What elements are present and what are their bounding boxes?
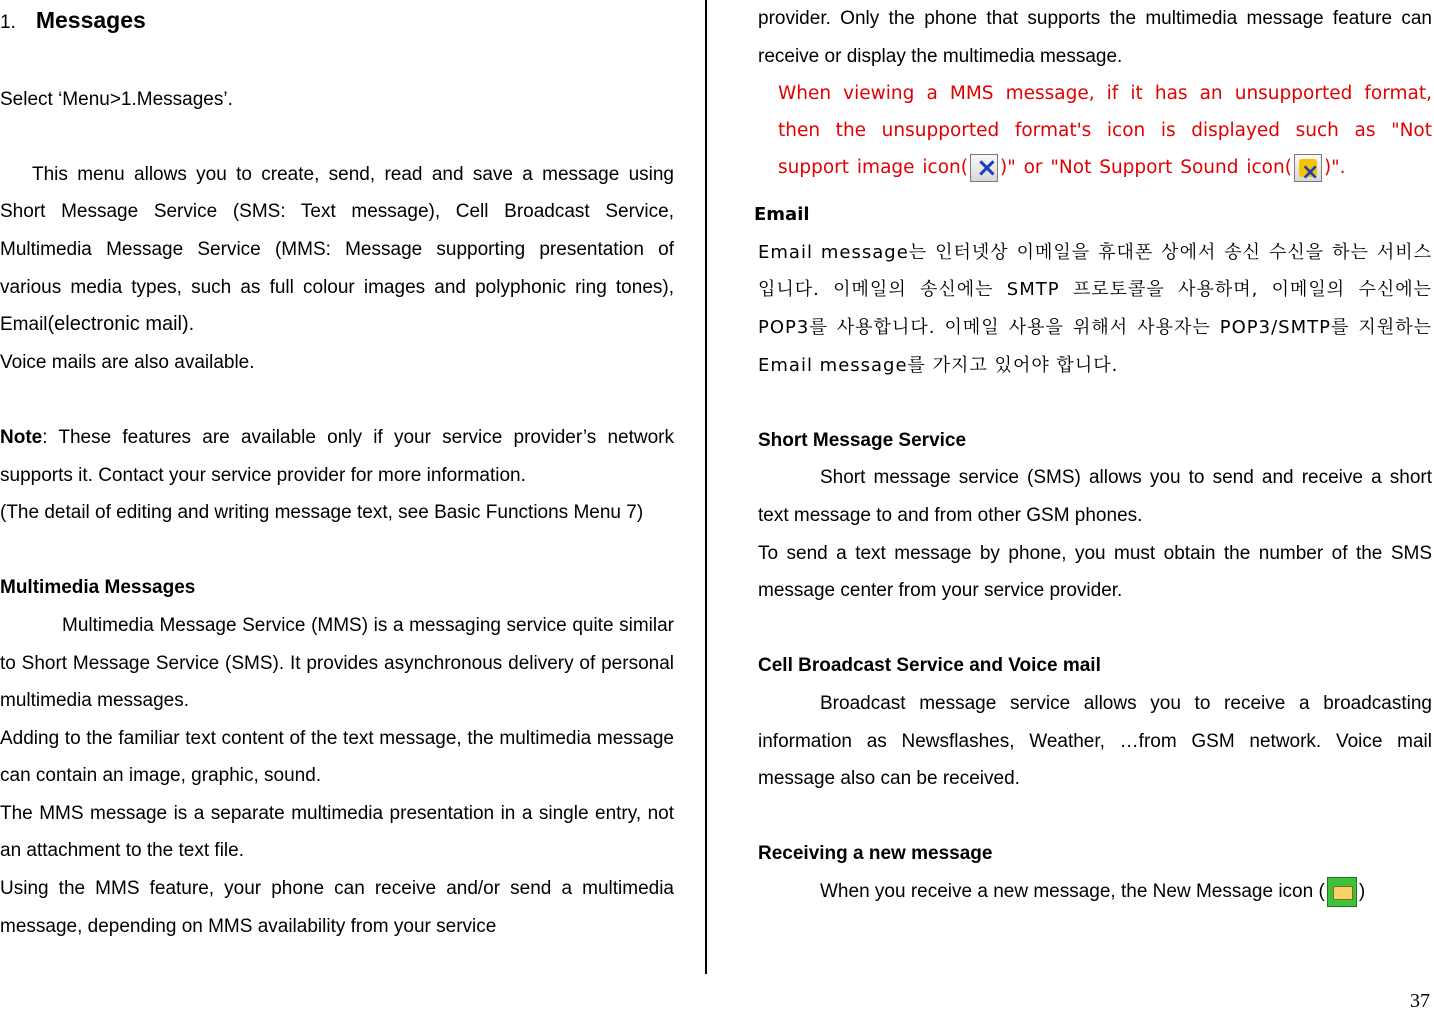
receiving-heading: Receiving a new message <box>758 843 993 865</box>
page-number: 37 <box>1410 990 1430 1012</box>
section-heading <box>0 0 674 43</box>
section-number: 1. <box>0 12 16 33</box>
cb-paragraph: Broadcast message service allows you to receive a broadcasting information as Newsflashes, Weather, …from GSM network. Voice mail message also can be received. <box>758 692 1432 790</box>
sms-paragraph-2: To send a text message by phone, you must obtain the number of the SMS message center from your service provider. <box>758 542 1432 602</box>
mms-heading: Multimedia Messages <box>0 577 196 599</box>
note-label: Note <box>0 426 43 448</box>
receiving-paragraph: When you receive a new message, the New Message icon ( ) <box>758 873 1432 911</box>
email-paragraph: Email message는 인터넷상 이메일을 휴대폰 상에서 송신 수신을 하는 서비스 입니다. 이메일의 송신에는 SMTP 프로토콜을 사용하며, 이메일의 수신에는 POP3를 사용합니다. 이메일 사용을 위해서 사용자는 POP3/SMTP를 지원하는 Email message를 가지고 있어야 합니다. <box>758 241 1432 376</box>
continued-paragraph: provider. Only the phone that supports the multimedia message feature can receive or display the multimedia message. <box>758 8 1432 67</box>
mms-paragraph-2: Adding to the familiar text content of the text message, the multimedia message can contain an image, graphic, sound. <box>0 727 674 787</box>
select-instruction: Select ‘Menu>1.Messages’. <box>0 88 233 110</box>
right-column <box>754 0 1432 910</box>
sms-heading: Short Message Service <box>758 429 967 451</box>
mms-paragraph-1: Multimedia Message Service (MMS) is a messaging service quite similar to Short Message Service (SMS). It provides asynchronous delivery of personal multimedia messages. <box>0 614 674 712</box>
unsupported-format-note: When viewing a MMS message, if it has an unsupported format, then the unsupported format's icon is displayed such as "Not support image icon(× )" or "Not Support Sound icon(× )". <box>778 75 1432 186</box>
not-support-sound-icon <box>1294 154 1322 182</box>
cb-heading: Cell Broadcast Service and Voice mail <box>758 655 1101 677</box>
not-support-image-icon <box>970 154 998 182</box>
voice-mails-line: Voice mails are also available. <box>0 351 255 373</box>
mms-paragraph-4: Using the MMS feature, your phone can receive and/or send a multimedia message, depending on MMS availability from your service <box>0 878 674 937</box>
column-divider <box>705 0 707 974</box>
left-column <box>0 0 674 945</box>
sms-paragraph-1: Short message service (SMS) allows you to send and receive a short text message to and from other GSM phones. <box>758 467 1432 526</box>
intro-paragraph: This menu allows you to create, send, read and save a message using Short Message Service (SMS: Text message), Cell Broadcast Service, Multimedia Message Service (MMS: Message supporting presentation of various media types, such as full colour images and polyphonic ring tones), Email(electronic mail). <box>0 163 674 336</box>
section-title: Messages <box>35 7 146 33</box>
mms-paragraph-3: The MMS message is a separate multimedia presentation in a single entry, not an attachment to the text file. <box>0 802 674 862</box>
detail-paragraph: (The detail of editing and writing message text, see Basic Functions Menu 7) <box>0 502 644 524</box>
note-paragraph: Note: These features are available only if your service provider’s network supports it. Contact your service provider for more information. <box>0 426 674 486</box>
email-heading: Email <box>754 204 810 226</box>
new-message-icon <box>1327 877 1357 907</box>
